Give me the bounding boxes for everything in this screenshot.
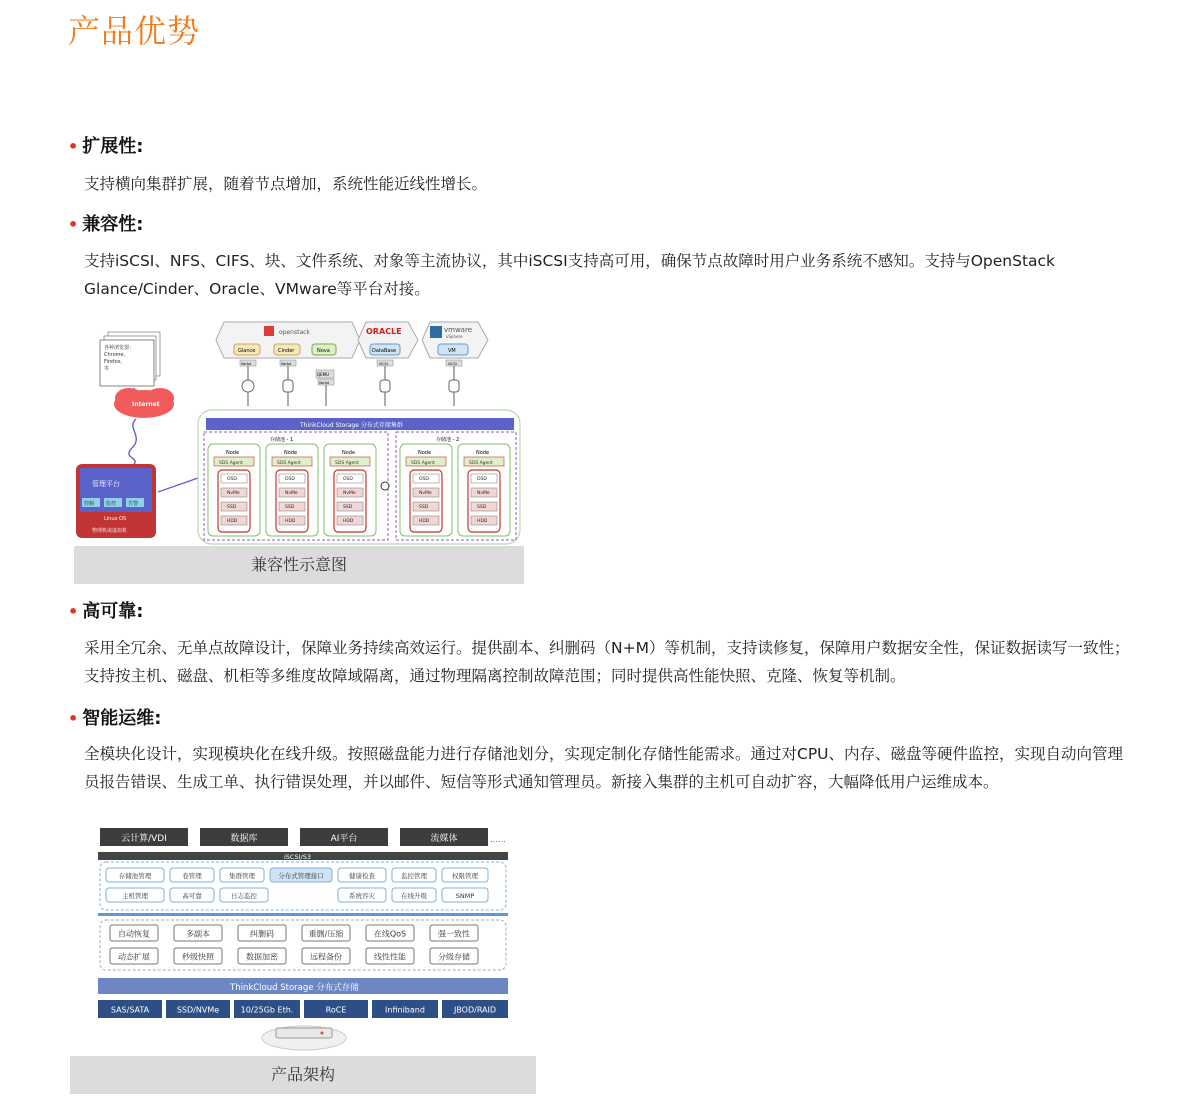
svg-text:物理机或虚拟机: 物理机或虚拟机 <box>92 528 128 534</box>
app-label: 流媒体 <box>430 834 458 844</box>
svg-text:Node: Node <box>418 450 432 456</box>
mgmt-item-label: 分布式管理接口 <box>278 872 324 880</box>
feature-item-label: 动态扩展 <box>118 952 150 962</box>
svg-text:Nova: Nova <box>317 348 330 354</box>
svg-text:iSCSI: iSCSI <box>379 362 388 366</box>
storage-node <box>266 444 318 536</box>
feature-item-label: 自动恢复 <box>118 929 150 939</box>
section-body-ops: 全模块化设计，实现模块化在线升级。按照磁盘能力进行存储池划分，实现定制化存储性能需求。通过对CPU、内存、磁盘等硬件监控，实现自动向管理员报告错误、生成工单、执行错误处理，并以邮件、短信等形式通知管理员。新接入集群的主机可自动扩容，大幅降低用户运维成本。 <box>84 745 1124 791</box>
section-heading-ops <box>68 704 161 730</box>
hardware-item-label: SAS/SATA <box>110 1005 150 1015</box>
compatibility-diagram-graphic <box>74 318 524 546</box>
mgmt-item-label: 主机管理 <box>122 892 148 900</box>
section-title: 扩展性: <box>82 136 144 157</box>
architecture-diagram-caption: 产品架构 <box>70 1056 536 1094</box>
feature-item-label: 分级存储 <box>438 952 470 962</box>
svg-text:QEMU: QEMU <box>317 372 330 377</box>
svg-text:NvMe: NvMe <box>343 491 356 496</box>
svg-text:Node: Node <box>476 450 490 456</box>
architecture-diagram <box>70 826 536 1094</box>
section-heading-scalability <box>68 132 143 158</box>
svg-text:SSD: SSD <box>343 505 353 510</box>
svg-text:存储池 - 2: 存储池 - 2 <box>436 437 460 443</box>
section-title: 智能运维: <box>82 708 162 729</box>
svg-text:Node: Node <box>342 450 356 456</box>
svg-text:Firefox、: Firefox、 <box>104 359 126 365</box>
svg-text:SSD: SSD <box>227 505 237 510</box>
mgmt-item-label: 监控管理 <box>401 872 427 880</box>
svg-text:SSD: SSD <box>285 505 295 510</box>
svg-text:vmware: vmware <box>444 326 473 334</box>
svg-text:librbd: librbd <box>241 362 252 366</box>
svg-text:HDD: HDD <box>227 519 238 524</box>
feature-item-label: 重删/压缩 <box>308 929 344 939</box>
svg-text:VM: VM <box>448 348 456 354</box>
storage-node <box>400 444 452 536</box>
hardware-item-label: RoCE <box>325 1005 347 1015</box>
disk-icon <box>242 380 254 392</box>
svg-text:librbd: librbd <box>281 362 292 366</box>
section-title: 高可靠: <box>82 601 144 622</box>
bullet-icon: • <box>68 137 79 156</box>
bullet-icon: • <box>68 709 79 728</box>
section-heading-compatibility <box>68 210 143 236</box>
svg-text:Glance: Glance <box>238 348 256 354</box>
mgmt-item-label: 系统容灾 <box>349 892 375 900</box>
svg-text:Node: Node <box>226 450 240 456</box>
svg-text:OSD: OSD <box>285 477 295 482</box>
server-icon <box>276 1028 332 1038</box>
hardware-item-label: SSD/NVMe <box>176 1005 220 1015</box>
svg-text:监控: 监控 <box>106 501 117 507</box>
svg-text:SSD: SSD <box>477 505 487 510</box>
storage-node <box>324 444 376 536</box>
section-body-compatibility: 支持iSCSI、NFS、CIFS、块、文件系统、对象等主流协议，其中iSCSI支持高可用，确保节点故障时用户业务系统不感知。支持与OpenStack Glance/Cinder、Oracle、VMware等平台对接。 <box>84 252 1056 298</box>
svg-text:NvMe: NvMe <box>419 491 432 496</box>
feature-item-label: 多副本 <box>186 929 210 939</box>
section-heading-reliability <box>68 597 143 623</box>
architecture-diagram-graphic <box>70 826 536 1056</box>
app-label: 数据库 <box>230 834 258 844</box>
storage-node <box>458 444 510 536</box>
mgmt-item-label: 权限管理 <box>452 872 478 880</box>
app-label: AI平台 <box>330 834 358 844</box>
storage-bar-label: ThinkCloud Storage 分布式存储 <box>230 983 359 993</box>
mgmt-item-label: 存储池管理 <box>118 872 152 880</box>
svg-text:NvMe: NvMe <box>227 491 240 496</box>
section-body-scalability: 支持横向集群扩展，随着节点增加，系统性能近线性增长。 <box>84 175 488 193</box>
svg-text:控制: 控制 <box>84 501 95 507</box>
compatibility-diagram <box>74 318 524 584</box>
svg-text:DataBase: DataBase <box>372 348 397 354</box>
svg-text:SDS Agent: SDS Agent <box>469 461 493 466</box>
bullet-icon: • <box>68 215 79 234</box>
svg-text:HDD: HDD <box>343 519 354 524</box>
svg-text:告警: 告警 <box>128 501 139 507</box>
svg-text:SDS Agent: SDS Agent <box>277 461 301 466</box>
svg-text:管理平台: 管理平台 <box>92 480 120 488</box>
svg-text:openstack: openstack <box>279 329 310 336</box>
svg-text:OSD: OSD <box>343 477 353 482</box>
mgmt-item-label: 日志监控 <box>231 892 257 900</box>
feature-item-label: 强一致性 <box>438 929 470 939</box>
svg-text:iSCSI: iSCSI <box>448 362 457 366</box>
section-body-reliability: 采用全冗余、无单点故障设计，保障业务持续高效运行。提供副本、纠删码（N+M）等机制，支持读修复，保障用户数据安全性，保证数据读写一致性；支持按主机、磁盘、机柜等多维度故障域隔离，通过物理隔离控制故障范围；同时提供高性能快照、克隆、恢复等机制。 <box>84 639 1130 685</box>
mgmt-item-label: 集群管理 <box>229 872 255 880</box>
svg-text:SSD: SSD <box>419 505 429 510</box>
svg-text:Node: Node <box>284 450 298 456</box>
page-title: 产品优势 <box>68 12 201 50</box>
svg-text:ThinkCloud Storage 分布式存储集群: ThinkCloud Storage 分布式存储集群 <box>300 422 403 429</box>
mgmt-item-label: 卷管理 <box>182 872 202 880</box>
feature-item-label: 秒级快照 <box>182 952 214 962</box>
mgmt-item-label: 健康检查 <box>349 872 375 880</box>
feature-item-label: 线性性能 <box>374 952 406 962</box>
svg-text:ORACLE: ORACLE <box>366 327 402 336</box>
svg-text:SDS Agent: SDS Agent <box>411 461 435 466</box>
svg-text:OSD: OSD <box>477 477 487 482</box>
svg-text:HDD: HDD <box>285 519 296 524</box>
svg-text:Chrome、: Chrome、 <box>104 352 129 358</box>
svg-text:各种浏览器：: 各种浏览器： <box>104 345 135 351</box>
svg-text:NvMe: NvMe <box>477 491 490 496</box>
mgmt-item-label: 在线升级 <box>401 892 427 900</box>
svg-text:vSphere: vSphere <box>446 334 463 339</box>
svg-text:NvMe: NvMe <box>285 491 298 496</box>
svg-text:存储池 - 1: 存储池 - 1 <box>270 437 294 443</box>
feature-item-label: 远程备份 <box>310 952 342 962</box>
feature-item-label: 数据加密 <box>246 952 278 962</box>
svg-text:等: 等 <box>104 366 110 372</box>
svg-text:Linux OS: Linux OS <box>104 516 127 522</box>
svg-text:OSD: OSD <box>419 477 429 482</box>
hardware-item-label: 10/25Gb Eth. <box>240 1005 294 1015</box>
protocol-label: iSCSI/S3 <box>284 853 311 861</box>
svg-text:Internet: Internet <box>132 401 160 408</box>
mgmt-item-label: SNMP <box>455 892 475 900</box>
svg-text:Cinder: Cinder <box>278 348 295 354</box>
management-platform-box <box>76 464 156 538</box>
internet-cloud-icon <box>114 388 174 418</box>
svg-text:SDS Agent: SDS Agent <box>335 461 359 466</box>
compatibility-diagram-caption: 兼容性示意图 <box>74 546 524 584</box>
section-title: 兼容性: <box>82 214 144 235</box>
hardware-item-label: Infiniband <box>385 1005 425 1015</box>
svg-text:OSD: OSD <box>227 477 237 482</box>
hardware-item-label: JBOD/RAID <box>453 1005 497 1015</box>
apps-more: …… <box>490 835 506 844</box>
svg-text:HDD: HDD <box>477 519 488 524</box>
svg-text:librbd: librbd <box>319 381 330 385</box>
storage-node <box>208 444 260 536</box>
feature-item-label: 在线QoS <box>373 929 407 939</box>
app-label: 云计算/VDI <box>121 834 167 844</box>
svg-text:HDD: HDD <box>419 519 430 524</box>
svg-text:SDS Agent: SDS Agent <box>219 461 243 466</box>
feature-item-label: 纠删码 <box>250 929 274 939</box>
bullet-icon: • <box>68 602 79 621</box>
mgmt-item-label: 高可靠 <box>182 892 202 900</box>
